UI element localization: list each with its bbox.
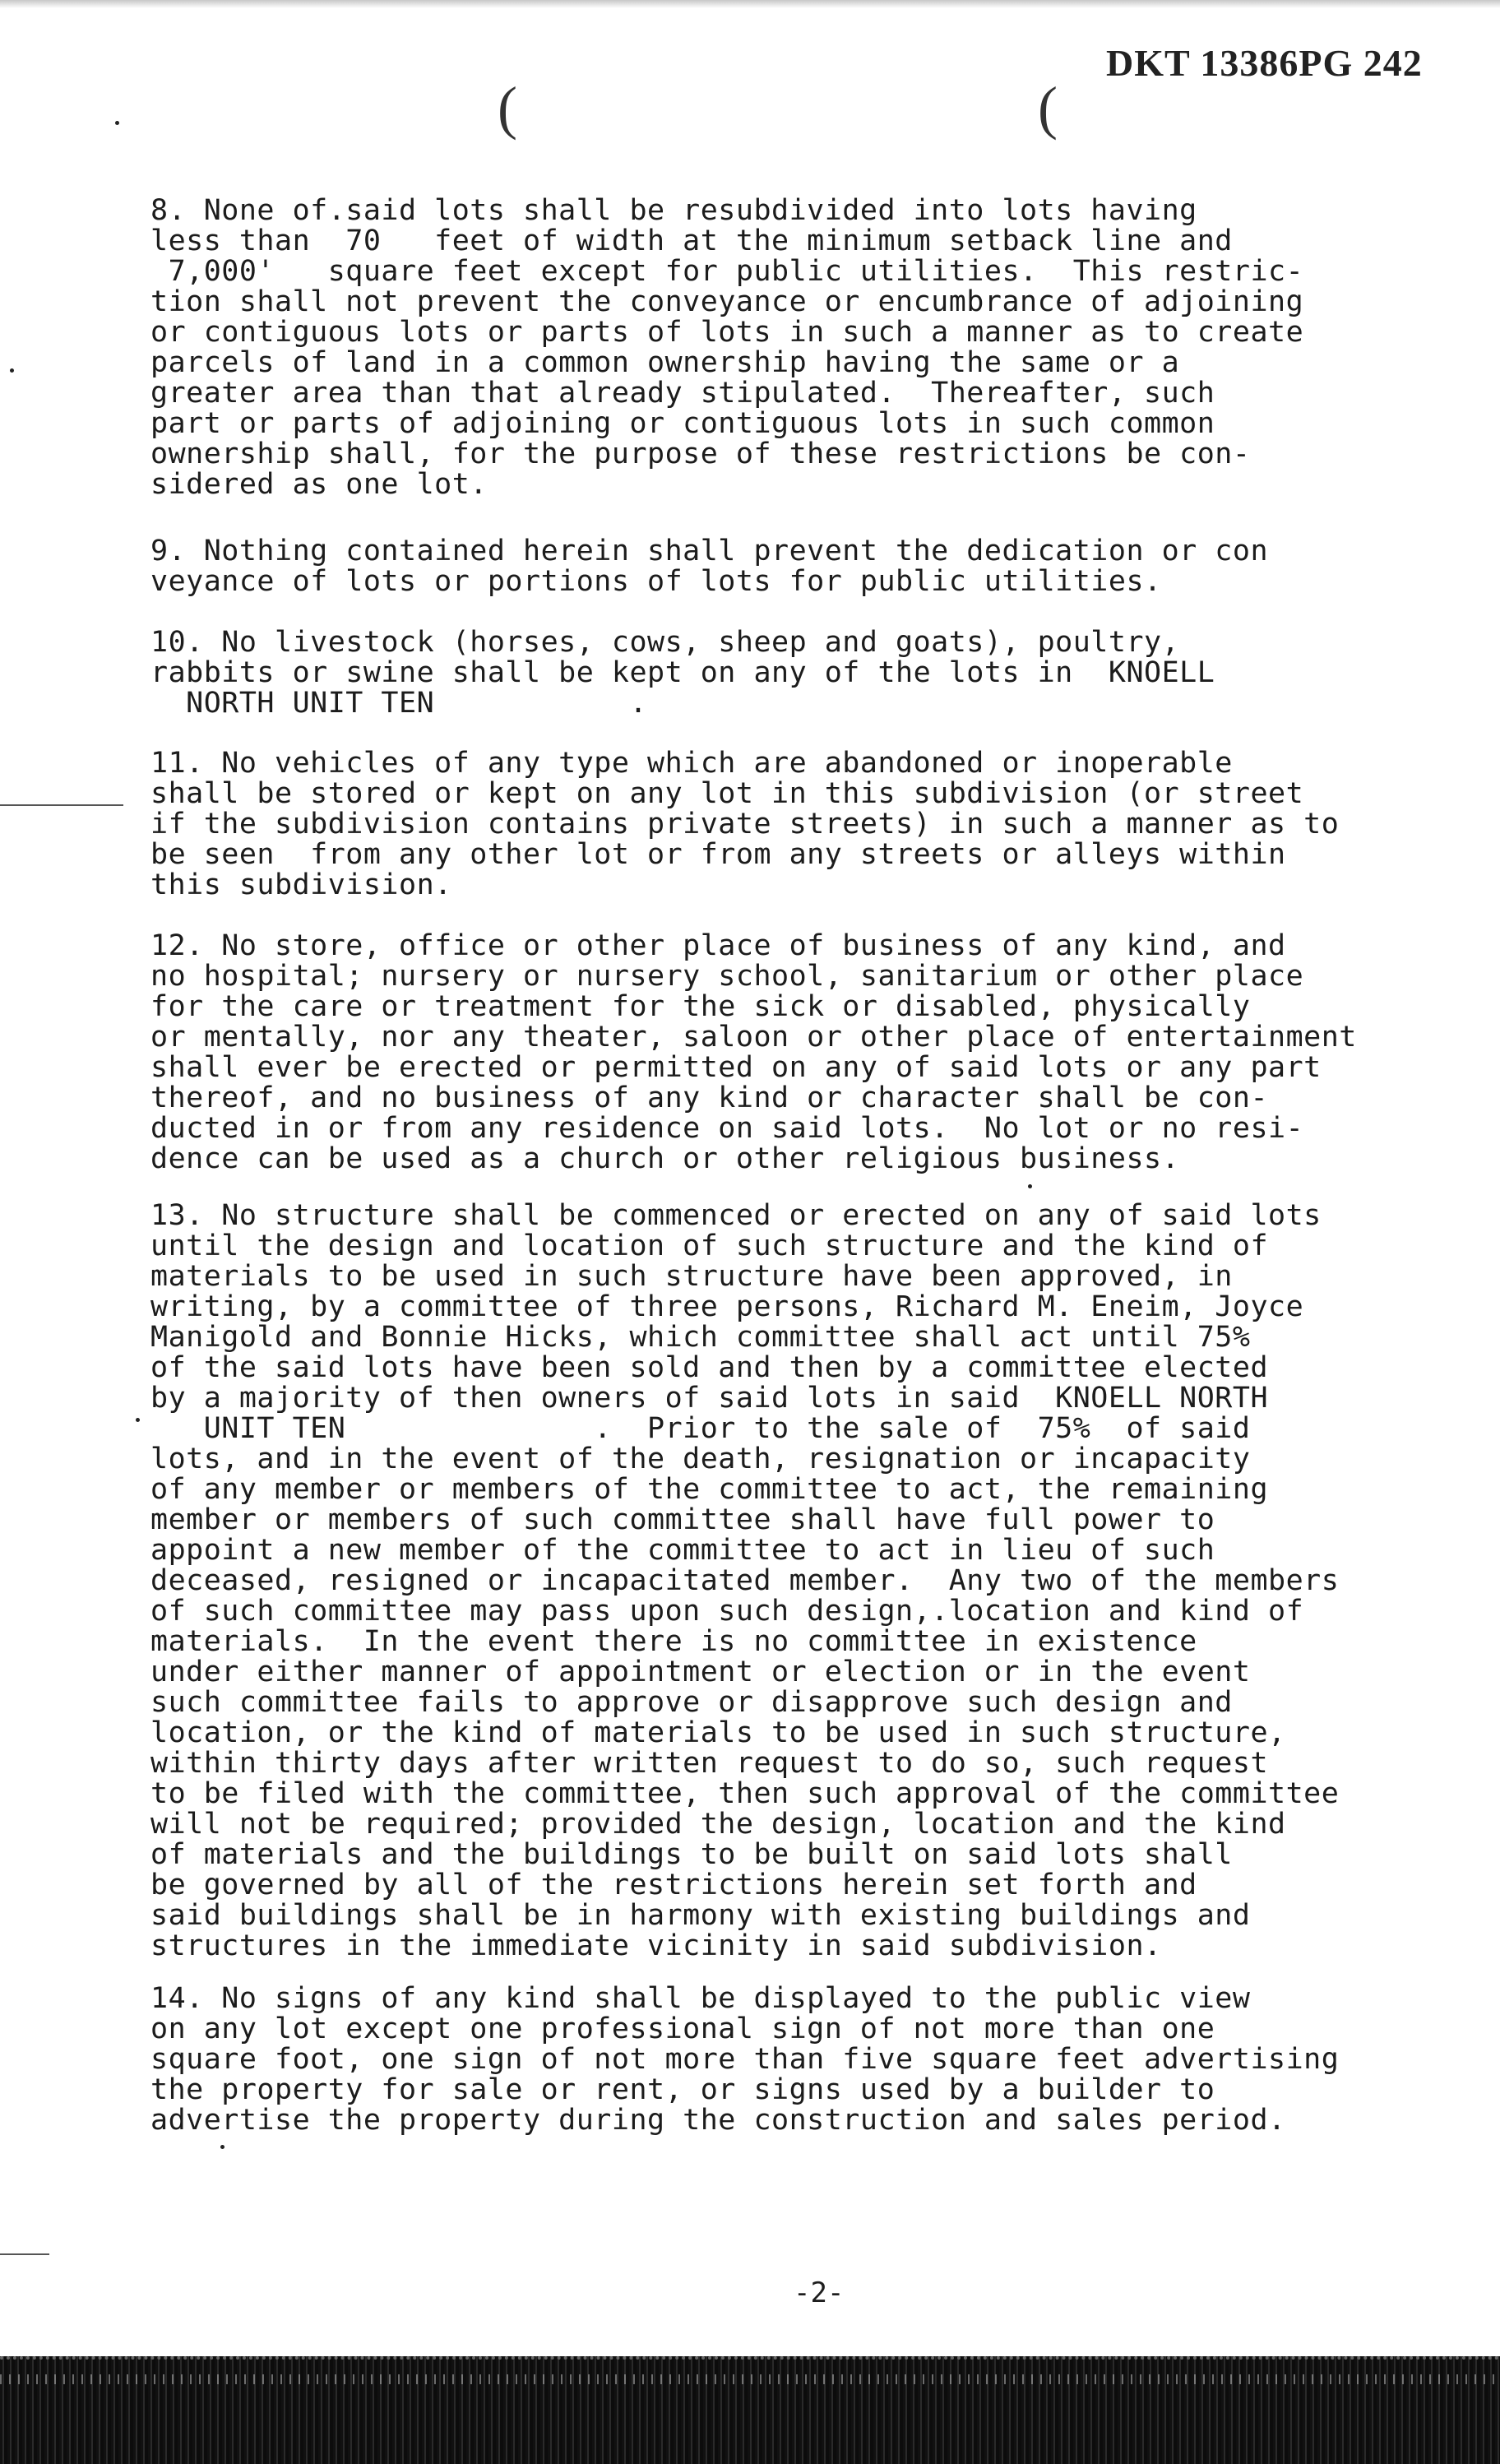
paragraph-line: if the subdivision contains private streets) in such a manner as to <box>150 808 1340 841</box>
scan-edge-bottom <box>0 2356 1500 2464</box>
paragraph-line: be seen from any other lot or from any streets or alleys within <box>150 838 1286 871</box>
paragraph-p13 <box>150 1201 1339 1961</box>
paragraph-line: structures in the immediate vicinity in said subdivision. <box>150 1929 1162 1962</box>
scan-speck <box>10 368 14 373</box>
paragraph-line: Manigold and Bonnie Hicks, which committee shall act until 75% <box>150 1321 1251 1354</box>
paragraph-p12 <box>150 931 1357 1174</box>
paragraph-line: deceased, resigned or incapacitated member. Any two of the members <box>150 1564 1340 1597</box>
paragraph-line: UNIT TEN . Prior to the sale of 75% of said <box>150 1412 1251 1445</box>
paragraph-line: sidered as one lot. <box>150 468 488 501</box>
paragraph-line: veyance of lots or portions of lots for public utilities. <box>150 565 1162 598</box>
scan-margin-mark <box>0 804 123 806</box>
paragraph-line: parcels of land in a common ownership having the same or a <box>150 346 1180 379</box>
paragraph-line: 12. No store, office or other place of business of any kind, and <box>150 929 1286 962</box>
paragraph-line: said buildings shall be in harmony with existing buildings and <box>150 1899 1251 1932</box>
paragraph-line: 10. No livestock (horses, cows, sheep and goats), poultry, <box>150 626 1180 659</box>
paragraph-p11 <box>150 748 1339 901</box>
left-paren-mark: ( <box>498 75 517 141</box>
paragraph-line: for the care or treatment for the sick or disabled, physically <box>150 990 1251 1023</box>
paragraph-p14 <box>150 1984 1339 2136</box>
paragraph-line: 14. No signs of any kind shall be displayed to the public view <box>150 1982 1251 2015</box>
paragraph-line: 8. None of.said lots shall be resubdivided into lots having <box>150 194 1197 227</box>
docket-number: DKT 13386PG 242 <box>1106 42 1423 84</box>
paragraph-p10 <box>150 628 1215 719</box>
paragraph-line: materials to be used in such structure have been approved, in <box>150 1260 1233 1293</box>
paragraph-line: on any lot except one professional sign of not more than one <box>150 2012 1215 2045</box>
paragraph-line: until the design and location of such structure and the kind of <box>150 1230 1269 1262</box>
scan-speck <box>220 2145 225 2149</box>
paragraph-line: ducted in or from any residence on said lots. No lot or no resi- <box>150 1112 1304 1145</box>
paragraph-line: of any member or members of the committee to act, the remaining <box>150 1473 1269 1506</box>
paragraph-line: 9. Nothing contained herein shall prevent the dedication or con <box>150 535 1269 567</box>
paragraph-line: of such committee may pass upon such design,.location and kind of <box>150 1595 1304 1628</box>
paragraph-line: appoint a new member of the committee to act in lieu of such <box>150 1534 1215 1567</box>
scan-edge-top <box>0 0 1500 8</box>
paragraph-line: will not be required; provided the design, location and the kind <box>150 1808 1286 1841</box>
page-number: -2- <box>794 2276 845 2309</box>
paragraph-line: shall ever be erected or permitted on any of said lots or any part <box>150 1051 1322 1084</box>
paragraph-p8 <box>150 196 1303 500</box>
paragraph-line: be governed by all of the restrictions herein set forth and <box>150 1869 1197 1901</box>
paragraph-line: of the said lots have been sold and then by a committee elected <box>150 1351 1269 1384</box>
paragraph-line: the property for sale or rent, or signs used by a builder to <box>150 2073 1215 2106</box>
paragraph-line: ownership shall, for the purpose of these restrictions be con- <box>150 438 1251 470</box>
paragraph-line: such committee fails to approve or disapprove such design and <box>150 1686 1233 1719</box>
paragraph-line: under either manner of appointment or election or in the event <box>150 1656 1251 1688</box>
paragraph-line: 7,000' square feet except for public utilities. This restric- <box>150 255 1304 288</box>
paragraph-line: advertise the property during the construction and sales period. <box>150 2104 1286 2137</box>
paragraph-line: writing, by a committee of three persons, Richard M. Eneim, Joyce <box>150 1290 1304 1323</box>
scan-speck <box>115 121 119 125</box>
paragraph-line: shall be stored or kept on any lot in this subdivision (or street <box>150 777 1304 810</box>
paragraph-line: part or parts of adjoining or contiguous lots in such common <box>150 407 1215 440</box>
paragraph-line: square foot, one sign of not more than five square feet advertising <box>150 2043 1340 2076</box>
paragraph-line: greater area than that already stipulated. Thereafter, such <box>150 377 1215 410</box>
paragraph-line: or mentally, nor any theater, saloon or other place of entertainment <box>150 1021 1357 1054</box>
paragraph-line: materials. In the event there is no committee in existence <box>150 1625 1197 1658</box>
paragraph-line: tion shall not prevent the conveyance or encumbrance of adjoining <box>150 285 1304 318</box>
paragraph-line: NORTH UNIT TEN . <box>150 687 648 720</box>
paragraph-line: within thirty days after written request to do so, such request <box>150 1747 1269 1780</box>
paragraph-line: no hospital; nursery or nursery school, sanitarium or other place <box>150 960 1304 993</box>
scan-speck <box>1028 1184 1032 1188</box>
paragraph-line: rabbits or swine shall be kept on any of the lots in KNOELL <box>150 656 1215 689</box>
paragraph-line: lots, and in the event of the death, resignation or incapacity <box>150 1443 1251 1475</box>
right-paren-mark: ( <box>1038 75 1058 141</box>
paragraph-line: dence can be used as a church or other religious business. <box>150 1142 1180 1175</box>
paragraph-line: thereof, and no business of any kind or character shall be con- <box>150 1081 1269 1114</box>
paragraph-p9 <box>150 536 1268 597</box>
paragraph-line: or contiguous lots or parts of lots in such a manner as to create <box>150 316 1304 349</box>
paragraph-line: to be filed with the committee, then such approval of the committee <box>150 1777 1340 1810</box>
paragraph-line: of materials and the buildings to be built on said lots shall <box>150 1838 1233 1871</box>
paragraph-line: less than 70 feet of width at the minimum setback line and <box>150 225 1233 257</box>
paragraph-line: member or members of such committee shall have full power to <box>150 1503 1215 1536</box>
paragraph-line: by a majority of then owners of said lots in said KNOELL NORTH <box>150 1382 1269 1415</box>
paragraph-line: 13. No structure shall be commenced or erected on any of said lots <box>150 1199 1322 1232</box>
paragraph-line: 11. No vehicles of any type which are abandoned or inoperable <box>150 747 1233 780</box>
scan-speck <box>136 1418 140 1422</box>
scan-margin-mark <box>0 2253 49 2255</box>
paragraph-line: location, or the kind of materials to be used in such structure, <box>150 1716 1286 1749</box>
paragraph-line: this subdivision. <box>150 868 452 901</box>
